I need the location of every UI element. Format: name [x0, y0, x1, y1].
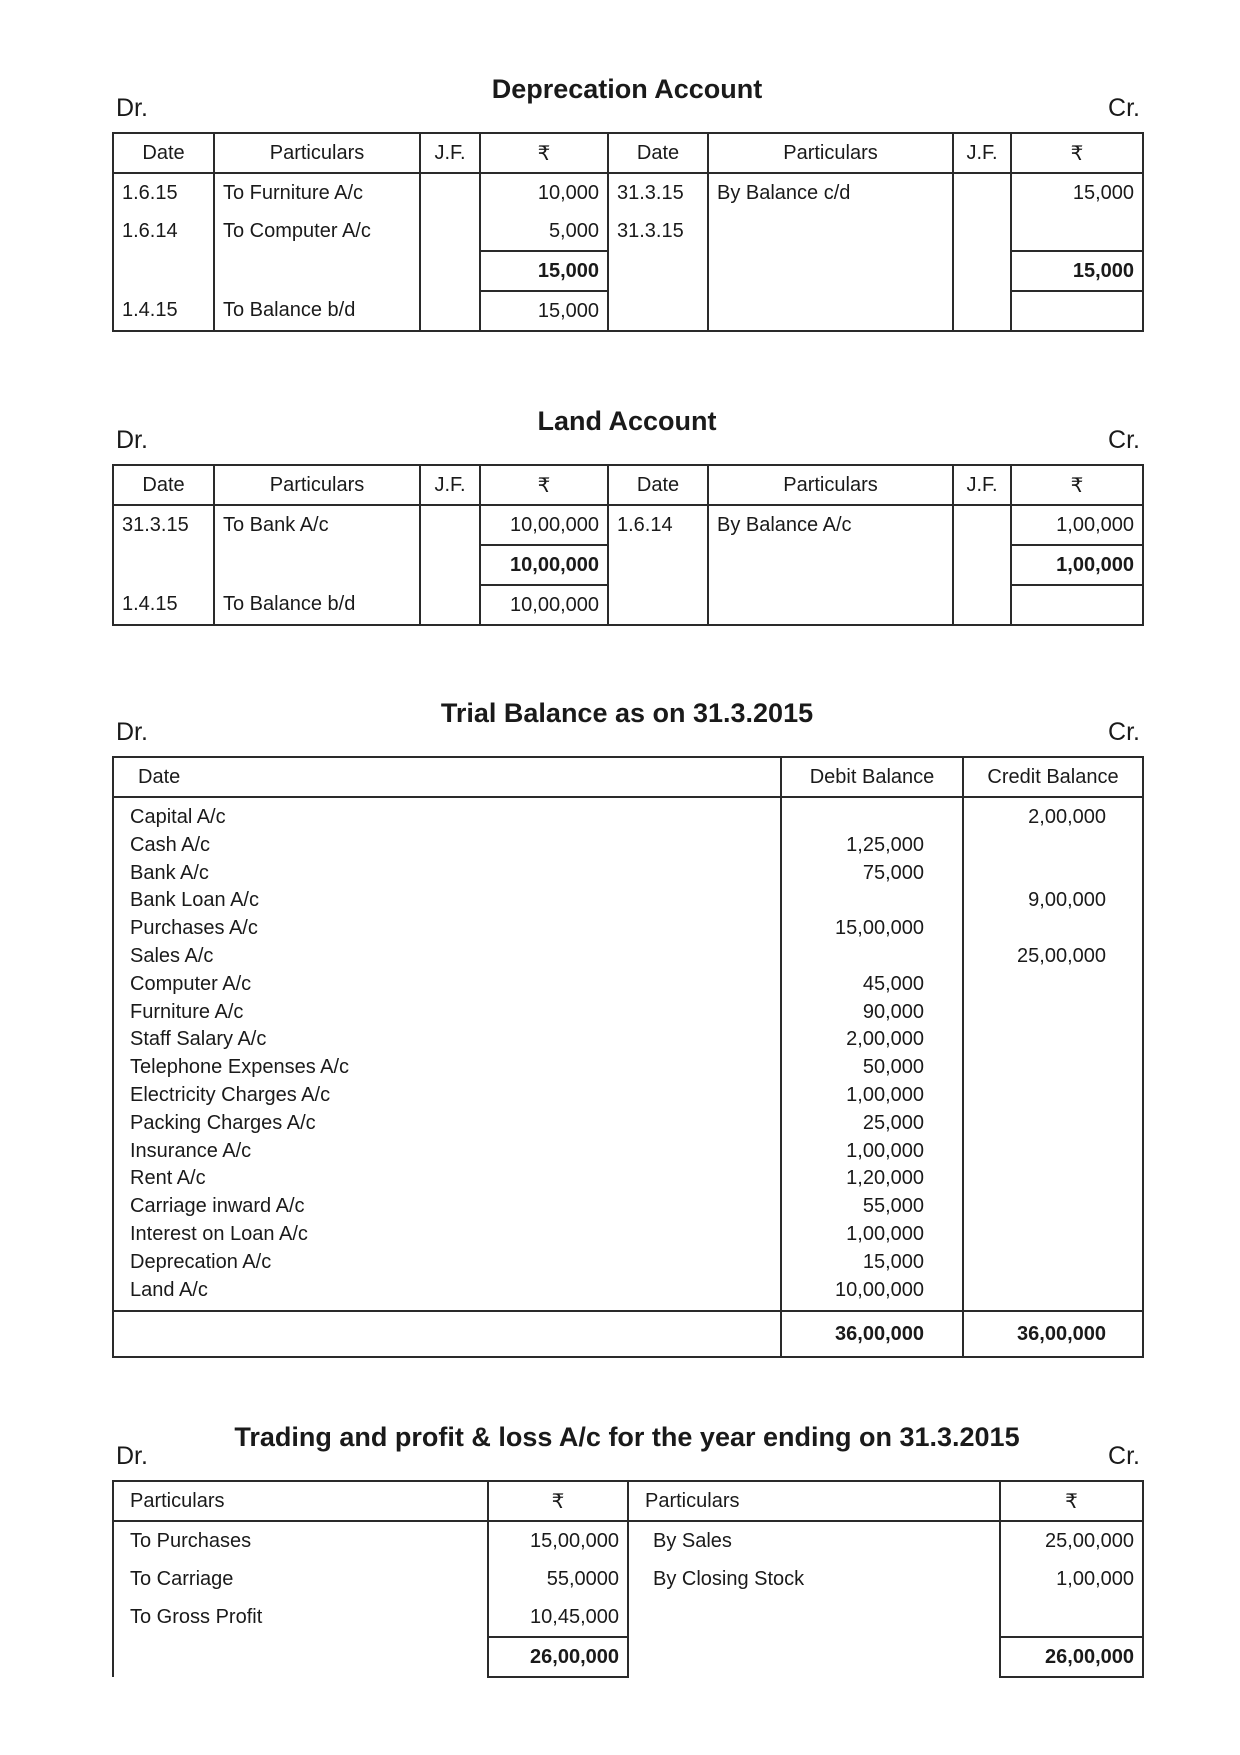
debit-particulars: To Bank A/c	[214, 505, 420, 545]
credit-balance-value	[980, 1277, 1106, 1305]
credit-balance-value: 2,00,000	[1028, 806, 1106, 828]
header-amount: ₹	[488, 1481, 628, 1521]
table-body-row	[113, 797, 1143, 1311]
debit-balance-value: 1,25,000	[846, 833, 924, 856]
credit-jf	[953, 173, 1011, 212]
credit-jf	[953, 505, 1011, 545]
credit-balance-value	[980, 1165, 1106, 1193]
account-name: Bank Loan A/c	[130, 889, 259, 912]
header-date: Date	[113, 757, 781, 797]
table-header-row	[113, 133, 1143, 173]
header-date: Date	[608, 465, 708, 505]
debit-amount: 5,000	[480, 212, 608, 251]
debit-particulars: To Gross Profit	[113, 1598, 488, 1637]
header-date: Date	[113, 465, 214, 505]
credit-total: 36,00,000	[963, 1311, 1143, 1357]
credit-particulars	[708, 212, 953, 251]
debit-balance-value: 45,000	[862, 972, 924, 995]
credit-balance-value	[980, 1249, 1106, 1277]
account-name: Cash A/c	[130, 833, 211, 856]
debit-total: 26,00,000	[488, 1637, 628, 1677]
debit-balance-value: 50,000	[862, 1056, 924, 1079]
credit-balance-column	[963, 797, 1143, 1311]
debit-label: Dr.	[116, 718, 148, 746]
debit-amount: 15,00,000	[488, 1521, 628, 1560]
credit-total: 15,000	[1011, 251, 1143, 291]
depreciation-account-section	[112, 72, 1142, 342]
header-particulars: Particulars	[214, 465, 420, 505]
credit-amount: 15,000	[1011, 173, 1143, 212]
account-names-column	[113, 797, 781, 1311]
trading-pl-table	[112, 1480, 1144, 1678]
table-header-row	[113, 465, 1143, 505]
debit-total: 36,00,000	[781, 1311, 963, 1357]
account-name: Carriage inward A/c	[130, 1195, 305, 1218]
debit-label: Dr.	[116, 1442, 148, 1470]
depreciation-ledger-table	[112, 132, 1144, 332]
credit-balance-value: 9,00,000	[1028, 889, 1106, 912]
account-name: Furniture A/c	[130, 1000, 244, 1023]
credit-particulars: By Balance c/d	[708, 173, 953, 212]
debit-balance-value: 1,00,000	[846, 1222, 924, 1245]
credit-label: Cr.	[1108, 718, 1140, 746]
header-date: Date	[113, 133, 214, 173]
debit-total: 15,000	[480, 251, 608, 291]
debit-balance-value	[798, 887, 924, 915]
debit-balance-value	[798, 943, 924, 971]
debit-amount: 10,45,000	[488, 1598, 628, 1637]
header-jf: J.F.	[953, 133, 1011, 173]
header-jf: J.F.	[420, 133, 480, 173]
table-row	[113, 212, 1143, 251]
credit-balance-value	[980, 1054, 1106, 1082]
credit-amount	[1000, 1598, 1143, 1637]
debit-balance-value: 90,000	[862, 1000, 924, 1023]
credit-balance-value	[980, 1221, 1106, 1249]
credit-particulars: By Closing Stock	[653, 1567, 805, 1590]
header-credit-balance: Credit Balance	[963, 757, 1143, 797]
account-name: Packing Charges A/c	[130, 1111, 316, 1134]
credit-date: 31.3.15	[608, 173, 708, 212]
credit-amount: 25,00,000	[1000, 1521, 1143, 1560]
credit-balance-value	[980, 999, 1106, 1027]
debit-balance-value: 10,00,000	[835, 1278, 924, 1301]
debit-balance-value: 25,000	[862, 1111, 924, 1134]
credit-balance-value	[980, 1193, 1106, 1221]
table-row	[113, 1521, 1143, 1560]
debit-jf	[420, 212, 480, 251]
balance-date: 1.4.15	[113, 585, 214, 625]
debit-balance-value	[798, 804, 924, 832]
header-date: Date	[608, 133, 708, 173]
debit-total: 10,00,000	[480, 545, 608, 585]
debit-particulars: To Carriage	[113, 1560, 488, 1598]
land-account-section	[112, 404, 1142, 636]
header-jf: J.F.	[953, 465, 1011, 505]
debit-label: Dr.	[116, 426, 148, 454]
credit-amount	[1011, 212, 1143, 251]
credit-total: 1,00,000	[1011, 545, 1143, 585]
debit-balance-value: 15,00,000	[835, 917, 924, 940]
account-name: Bank A/c	[130, 861, 209, 884]
debit-amount: 10,000	[480, 173, 608, 212]
debit-jf	[420, 173, 480, 212]
credit-date: 1.6.14	[608, 505, 708, 545]
account-name: Deprecation A/c	[130, 1250, 272, 1273]
credit-total: 26,00,000	[1000, 1637, 1143, 1677]
balance-date: 1.4.15	[113, 291, 214, 331]
account-name: Interest on Loan A/c	[130, 1222, 308, 1245]
header-particulars: Particulars	[113, 1481, 488, 1521]
debit-balance-value: 1,20,000	[846, 1167, 924, 1190]
credit-label: Cr.	[1108, 1442, 1140, 1470]
account-name: Capital A/c	[130, 806, 226, 828]
balance-amount: 10,00,000	[480, 585, 608, 625]
credit-particulars	[628, 1598, 1000, 1637]
debit-balance-value: 75,000	[862, 861, 924, 884]
header-amount: ₹	[1011, 465, 1143, 505]
table-row	[113, 173, 1143, 212]
table-row	[113, 1560, 1143, 1598]
balance-amount: 15,000	[480, 291, 608, 331]
debit-particulars: To Computer A/c	[214, 212, 420, 251]
debit-date: 1.6.15	[113, 173, 214, 212]
debit-date: 31.3.15	[113, 505, 214, 545]
credit-date: 31.3.15	[608, 212, 708, 251]
account-name: Computer A/c	[130, 972, 252, 995]
trial-balance-title: Trial Balance as on 31.3.2015	[440, 698, 814, 728]
table-header-row	[113, 757, 1143, 797]
balance-row	[113, 291, 1143, 331]
debit-particulars: To Furniture A/c	[214, 173, 420, 212]
credit-jf	[953, 212, 1011, 251]
credit-balance-value: 25,00,000	[1017, 944, 1106, 967]
balance-particulars: To Balance b/d	[214, 291, 420, 331]
debit-amount: 55,0000	[488, 1560, 628, 1598]
header-debit-balance: Debit Balance	[781, 757, 963, 797]
account-name: Insurance A/c	[130, 1139, 252, 1162]
trial-balance-section	[112, 696, 1142, 1360]
credit-amount: 1,00,000	[1011, 505, 1143, 545]
header-particulars: Particulars	[214, 133, 420, 173]
table-row	[113, 505, 1143, 545]
account-name: Rent A/c	[130, 1167, 206, 1190]
credit-label: Cr.	[1108, 426, 1140, 454]
debit-label: Dr.	[116, 94, 148, 122]
depreciation-account-title: Deprecation Account	[491, 74, 763, 104]
total-row	[113, 1311, 1143, 1357]
credit-particulars: By Sales	[653, 1529, 732, 1552]
credit-balance-value	[980, 1138, 1106, 1166]
balance-particulars: To Balance b/d	[214, 585, 420, 625]
account-name: Land A/c	[130, 1278, 208, 1301]
credit-balance-value	[980, 1082, 1106, 1110]
debit-balance-value: 55,000	[862, 1195, 924, 1218]
account-name: Telephone Expenses A/c	[130, 1056, 350, 1079]
credit-balance-value	[980, 971, 1106, 999]
land-account-title: Land Account	[537, 406, 717, 436]
debit-amount: 10,00,000	[480, 505, 608, 545]
account-name: Purchases A/c	[130, 917, 258, 940]
credit-particulars: By Balance A/c	[708, 505, 953, 545]
debit-balance-value: 1,00,000	[846, 1139, 924, 1162]
header-amount: ₹	[1000, 1481, 1143, 1521]
debit-particulars: To Purchases	[113, 1521, 488, 1560]
trading-pl-section	[112, 1420, 1142, 1720]
balance-row	[113, 585, 1143, 625]
credit-balance-value	[980, 832, 1106, 860]
debit-date: 1.6.14	[113, 212, 214, 251]
header-amount: ₹	[480, 465, 608, 505]
credit-label: Cr.	[1108, 94, 1140, 122]
header-amount: ₹	[1011, 133, 1143, 173]
total-row	[113, 1637, 1143, 1677]
trading-pl-title: Trading and profit & loss A/c for the year ending on 31.3.2015	[234, 1422, 1020, 1452]
debit-balance-value: 2,00,000	[846, 1028, 924, 1051]
account-name: Staff Salary A/c	[130, 1028, 267, 1051]
total-row	[113, 545, 1143, 585]
credit-balance-value	[980, 1026, 1106, 1054]
header-particulars: Particulars	[708, 465, 953, 505]
table-row	[113, 1598, 1143, 1637]
total-row	[113, 251, 1143, 291]
debit-balance-column	[781, 797, 963, 1311]
credit-balance-value	[980, 860, 1106, 888]
credit-amount: 1,00,000	[1000, 1560, 1143, 1598]
header-particulars: Particulars	[628, 1481, 1000, 1521]
header-particulars: Particulars	[708, 133, 953, 173]
account-name: Sales A/c	[130, 944, 214, 967]
account-name: Electricity Charges A/c	[130, 1083, 331, 1106]
debit-balance-value: 1,00,000	[846, 1083, 924, 1106]
debit-balance-value: 15,000	[862, 1250, 924, 1273]
table-header-row	[113, 1481, 1143, 1521]
header-jf: J.F.	[420, 465, 480, 505]
trial-balance-table	[112, 756, 1144, 1358]
debit-jf	[420, 505, 480, 545]
credit-balance-value	[980, 915, 1106, 943]
land-ledger-table	[112, 464, 1144, 626]
header-amount: ₹	[480, 133, 608, 173]
credit-balance-value	[980, 1110, 1106, 1138]
